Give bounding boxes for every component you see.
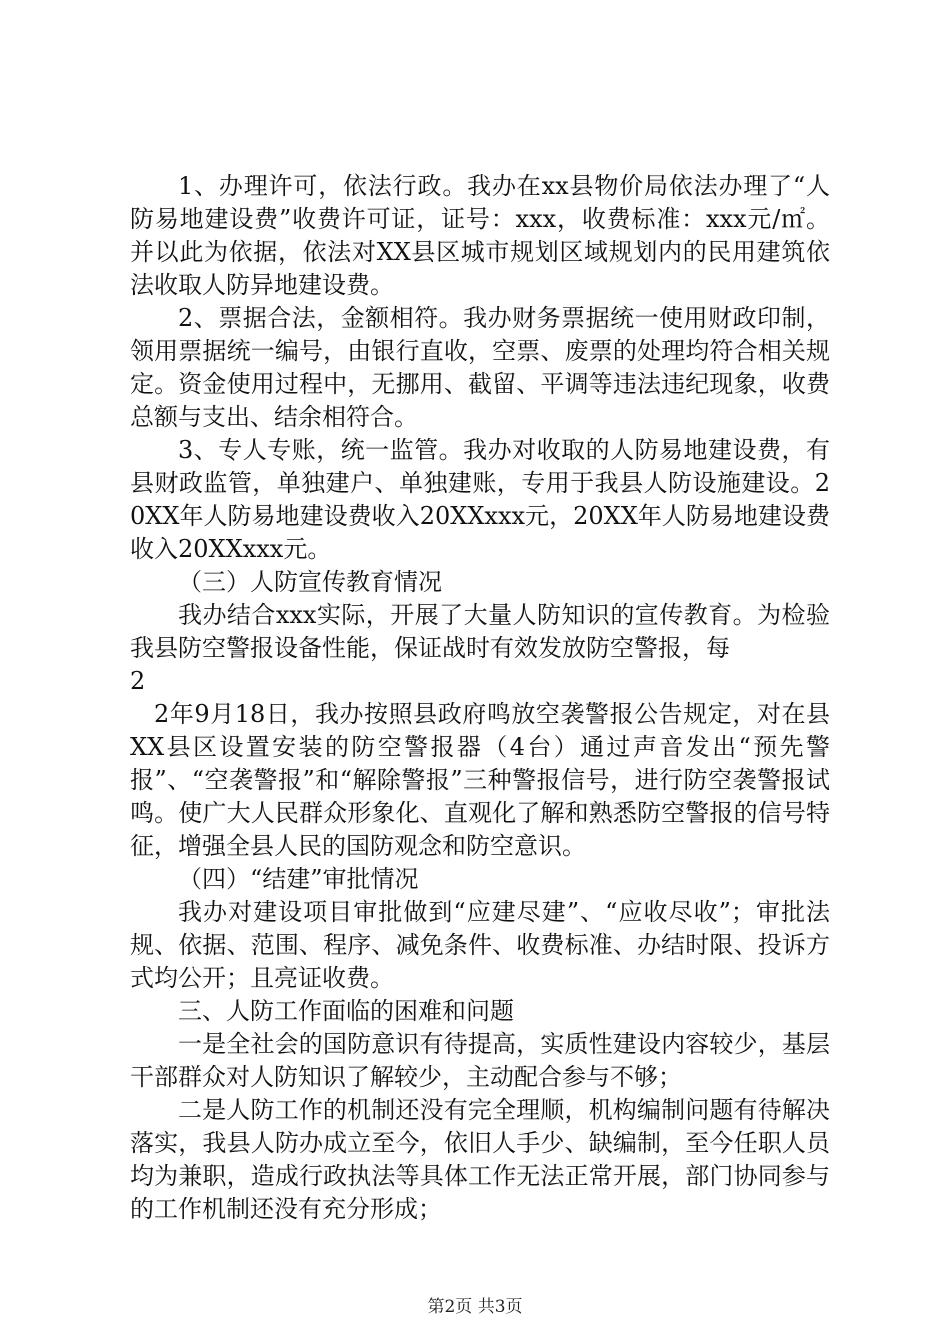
section-heading-education: （三）人防宣传教育情况 [178,568,442,596]
paragraph-air-raid-drill: 2年9月18日，我办按照县政府鸣放空袭警报公告规定，对在县XX县区设置安装的防空警报器（4台）通过声音发出“预先警报”、“空袭警报”和“解除警报”三种警报信号，进行防空袭警报试鸣。使广大人民群众形象化、直观化了解和熟悉防空警报的信号特征，增强全县人民的国防观念和防空意识。 [130,700,830,860]
paragraph-special-account: 3、专人专账，统一监管。我办对收取的人防易地建设费，有县财政监管，单独建户、单独建账，专用于我县人防设施建设。20XX年人防易地建设费收入20XXxxx元，20XX年人防易地建设费收入20XXxxx元。 [130,436,830,563]
paragraph-approval: 我办对建设项目审批做到“应建尽建”、“应收尽收”；审批法规、依据、范围、程序、减免条件、收费标准、办结时限、投诉方式均公开；且亮证收费。 [130,898,830,992]
paragraph-education: 我办结合xxx实际，开展了大量人防知识的宣传教育。为检验我县防空警报设备性能，保证战时有效发放防空警报，每 [130,601,830,662]
page-number-label: 第2页 共3页 [427,1297,523,1317]
document-body [130,170,830,1226]
stray-page-number: 2 [130,667,146,695]
section-heading-difficulties: 三、人防工作面临的困难和问题 [178,997,514,1025]
page-footer [0,1297,950,1317]
section-heading-approval: （四）“结建”审批情况 [178,865,419,893]
paragraph-difficulty-one: 一是全社会的国防意识有待提高，实质性建设内容较少，基层干部群众对人防知识了解较少，主动配合参与不够； [130,1030,830,1091]
paragraph-difficulty-two: 二是人防工作的机制还没有完全理顺，机构编制问题有待解决落实，我县人防办成立至今，依旧人手少、缺编制，至今任职人员均为兼职，造成行政执法等具体工作无法正常开展，部门协同参与的工作机制还没有充分形成； [130,1096,830,1223]
paragraph-receipts: 2、票据合法，金额相符。我办财务票据统一使用财政印制，领用票据统一编号，由银行直收，空票、废票的处理均符合相关规定。资金使用过程中，无挪用、截留、平调等违法违纪现象，收费总额与支出、结余相符合。 [130,304,830,431]
paragraph-fee-license: 1、办理许可，依法行政。我办在xx县物价局依法办理了“人防易地建设费”收费许可证，证号：xxx，收费标准：xxx元/㎡。并以此为依据，依法对XX县区城市规划区域规划内的民用建筑依法收取人防异地建设费。 [130,172,830,299]
